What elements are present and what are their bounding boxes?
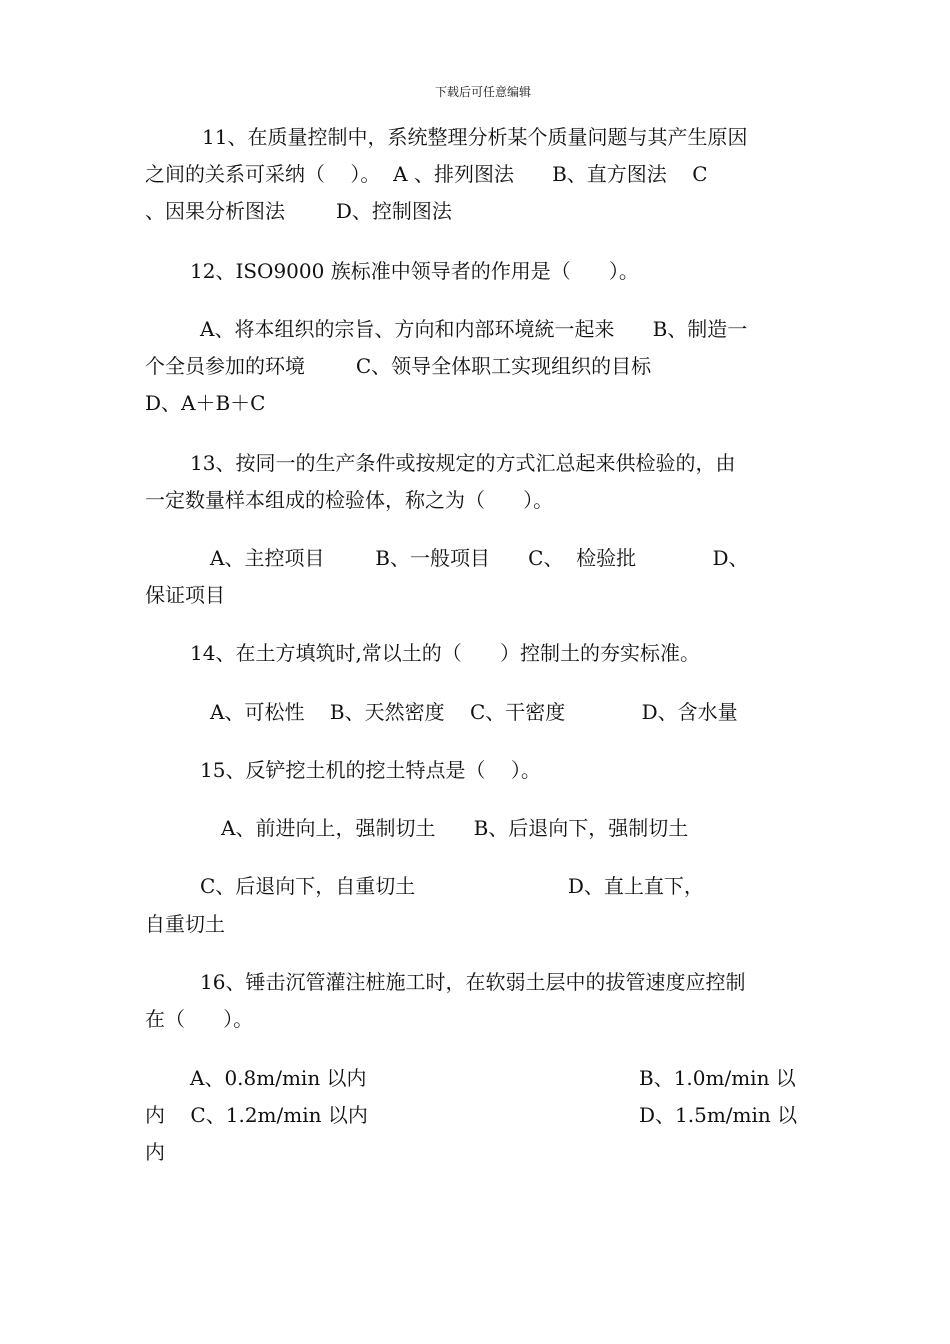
question-15-options-line-2: C、后退向下，自重切土 D、直上直下， [200, 874, 704, 898]
question-14-stem: 14、在土方填筑时,常以土的（ ）控制土的夯实标准。 [190, 641, 700, 665]
question-16-option-d: D、1.5m/min 以 [639, 1103, 798, 1127]
question-11-line-2: 之间的关系可采纳（ ）。 A 、排列图法 B、直方图法 C [145, 162, 708, 186]
question-12-options-line-1: A、将本组织的宗旨、方向和内部环境統一起来 B、制造一 [200, 317, 748, 341]
question-16-option-tail: 内 [145, 1140, 165, 1164]
question-12-stem: 12、ISO9000 族标准中领导者的作用是（ ）。 [190, 259, 639, 283]
question-12-options-line-2: 个全员参加的环境 C、领导全体职工实现组织的目标 [145, 354, 652, 378]
page-header-note: 下载后可任意编辑 [434, 85, 531, 99]
question-16-option-a: A、0.8m/min 以内 [190, 1066, 367, 1090]
question-12-options-line-3: D、A＋B＋C [145, 391, 266, 415]
question-16-option-c: 内 C、1.2m/min 以内 [145, 1103, 368, 1127]
question-16-option-b: B、1.0m/min 以 [639, 1066, 796, 1090]
question-13-options-line-2: 保证项目 [145, 583, 225, 607]
question-11-line-1: 11、在质量控制中，系统整理分析某个质量问题与其产生原因 [202, 125, 748, 149]
question-11-line-3: 、因果分析图法 D、控制图法 [145, 199, 452, 223]
question-13-line-2: 一定数量样本组成的检验体，称之为（ ）。 [145, 488, 554, 512]
question-15-stem: 15、反铲挖土机的挖土特点是（ ）。 [200, 758, 541, 782]
question-15-options-line-3: 自重切土 [145, 912, 225, 936]
question-14-options: A、可松性 B、天然密度 C、干密度 D、含水量 [210, 700, 738, 724]
question-15-options-line-1: A、前进向上，强制切土 B、后退向下，强制切土 [221, 816, 689, 840]
question-13-options-line-1: A、主控项目 B、一般项目 C、 检验批 D、 [210, 546, 749, 570]
question-16-line-2: 在（ ）。 [145, 1007, 254, 1031]
question-13-line-1: 13、按同一的生产条件或按规定的方式汇总起来供检验的，由 [190, 451, 736, 475]
question-16-line-1: 16、锤击沉管灌注桩施工时，在软弱土层中的拔管速度应控制 [200, 970, 746, 994]
